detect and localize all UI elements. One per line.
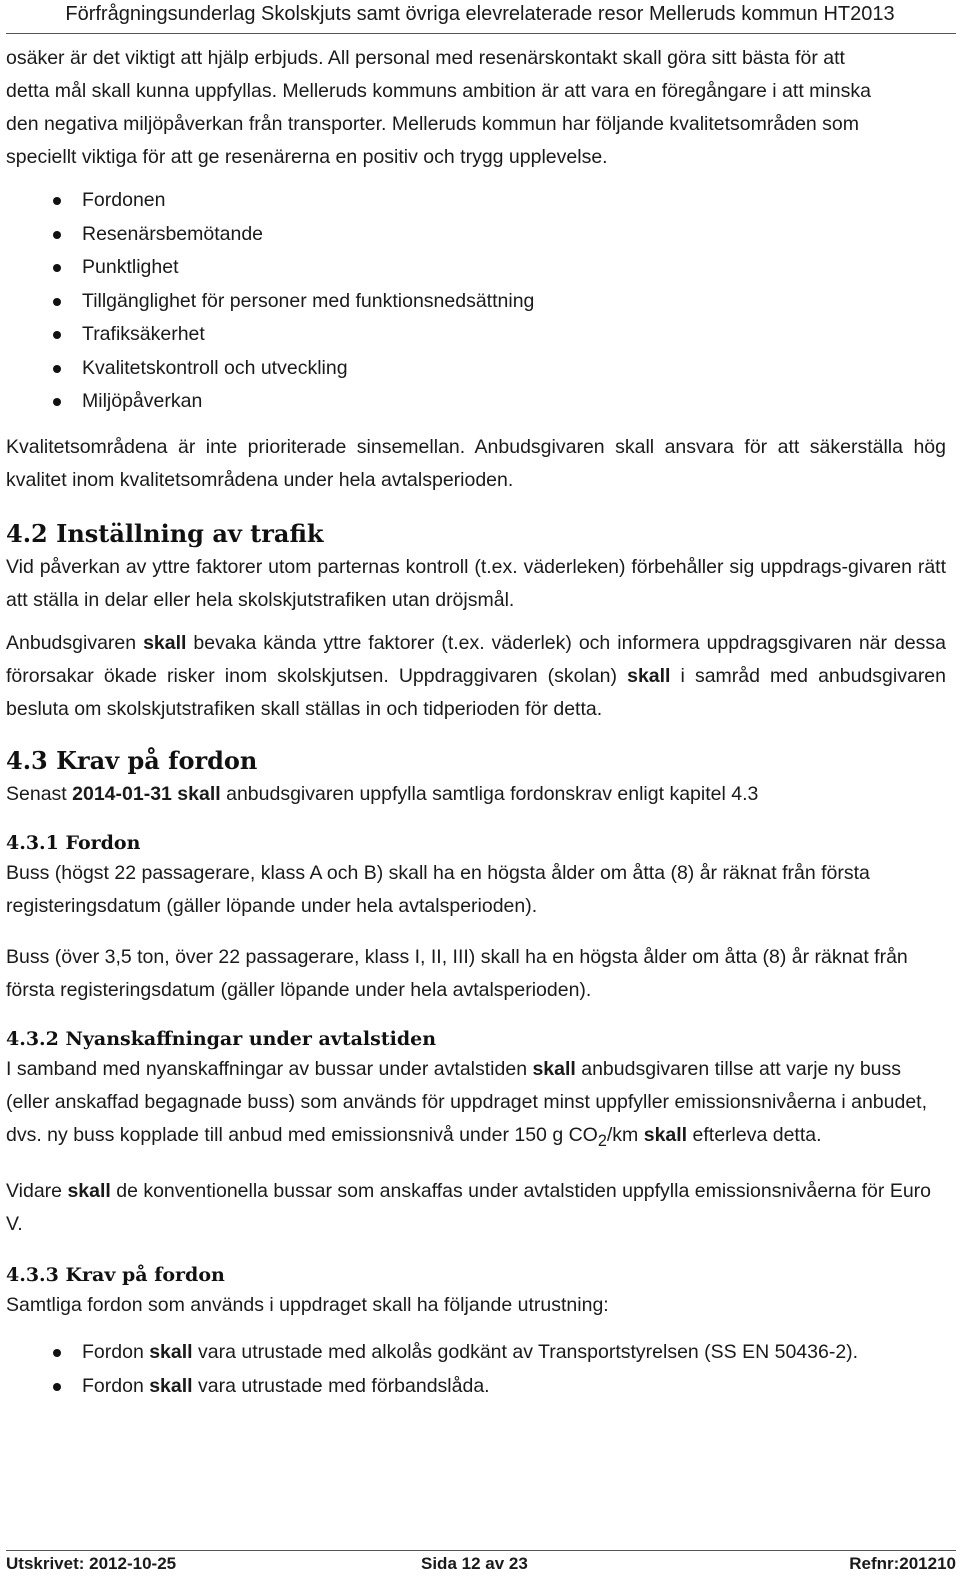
section-4-3-3-intro: Samtliga fordon som används i uppdraget skall ha följande utrustning: — [6, 1294, 609, 1317]
page-content — [6, 42, 946, 1403]
list-item: Tillgänglighet för personer med funktionsnedsättning — [82, 285, 946, 319]
header-divider — [6, 33, 956, 34]
list-item: Resenärsbemötande — [82, 218, 946, 252]
page-number: Sida 12 av 23 — [421, 1554, 528, 1573]
list-item: Punktlighet — [82, 251, 946, 285]
intro-line-3: den negativa miljöpåverkan från transporter. Melleruds kommun har följande kvalitetsområden som — [6, 113, 860, 135]
section-4-3-paragraph: Senast 2014-01-31 skall anbudsgivaren uppfylla samtliga fordonskrav enligt kapitel 4.3 — [6, 782, 759, 805]
section-4-2-paragraph-2: Anbudsgivaren skall bevaka kända yttre faktorer (t.ex. väderlek) och informera uppdragsgivaren när dessa förorsakar ökade risker inom skolskjutsen. Uppdraggivaren (skolan) skall i samråd med anbudsgivaren besluta om skolskjutstrafiken skall ställas in och tidperioden för detta. — [6, 631, 947, 720]
section-4-3-2-paragraph-2: Vidare skall de konventionella bussar som anskaffas under avtalstiden uppfylla emissionsnivåerna för Euro V. — [6, 1180, 932, 1236]
equipment-list — [6, 1336, 946, 1403]
list-item: Kvalitetskontroll och utveckling — [82, 352, 946, 386]
reference-number: Refnr:201210 — [849, 1554, 956, 1573]
list-item: Trafiksäkerhet — [82, 318, 946, 352]
section-4-3-1-heading: 4.3.1 Fordon — [6, 831, 141, 854]
list-item: Fordon skall vara utrustade med förbandslåda. — [82, 1370, 946, 1404]
section-4-2-paragraph-1: Vid påverkan av yttre faktorer utom parternas kontroll (t.ex. väderleken) förbehåller sig uppdrags-givaren rätt att ställa in delar eller hela skolskjutstrafiken utan dröjsmål. — [6, 555, 946, 611]
list-item: Miljöpåverkan — [82, 385, 946, 419]
quality-areas-list — [6, 184, 946, 419]
priority-paragraph: Kvalitetsområdena är inte prioriterade sinsemellan. Anbudsgivaren skall ansvara för att säkerställa hög kvalitet inom kvalitetsområdena under hela avtalsperioden. — [6, 435, 946, 491]
section-4-3-1-paragraph-1: Buss (högst 22 passagerare, klass A och B) skall ha en högsta ålder om åtta (8) år räknat från första registeringsdatum (gäller löpande under hela avtalsperioden). — [6, 861, 870, 917]
page-footer — [6, 1550, 956, 1581]
intro-line-2: detta mål skall kunna uppfyllas. Melleruds kommuns ambition är att vara en föregångare i att minska — [6, 80, 871, 102]
section-4-3-2-heading: 4.3.2 Nyanskaffningar under avtalstiden — [6, 1027, 437, 1050]
list-item: Fordonen — [82, 184, 946, 218]
printed-date: Utskrivet: 2012-10-25 — [6, 1554, 177, 1573]
section-4-3-heading: 4.3 Krav på fordon — [6, 745, 258, 775]
section-4-3-3-heading: 4.3.3 Krav på fordon — [6, 1264, 225, 1287]
intro-line-1: osäker är det viktigt att hjälp erbjuds. All personal med resenärskontakt skall göra sitt bästa för att — [6, 47, 845, 69]
intro-line-4: speciellt viktiga för att ge resenärerna en positiv och trygg upplevelse. — [6, 146, 608, 168]
list-item: Fordon skall vara utrustade med alkolås godkänt av Transportstyrelsen (SS EN 50436-2). — [82, 1336, 946, 1370]
section-4-3-2-paragraph-1: I samband med nyanskaffningar av bussar under avtalstiden skall anbudsgivaren tillse att varje ny buss (eller anskaffad begagnade buss) som används för uppdraget minst uppfyller emissionsnivåerna i anbudet, dvs. ny buss kopplade till anbud med emissionsnivå under 150 g $CO_2/km$ skall efterleva detta. — [6, 1057, 928, 1150]
document-title: Förfrågningsunderlag Skolskjuts samt övriga elevrelaterade resor Melleruds kommun HT2013 — [65, 3, 895, 25]
section-4-3-1-paragraph-2: Buss (över 3,5 ton, över 22 passagerare, klass I, II, III) skall ha en högsta ålder om åtta (8) år räknat från första registeringsdatum (gäller löpande under hela avtalsperioden). — [6, 945, 908, 1001]
section-4-2-heading: 4.2 Inställning av trafik — [6, 518, 324, 548]
